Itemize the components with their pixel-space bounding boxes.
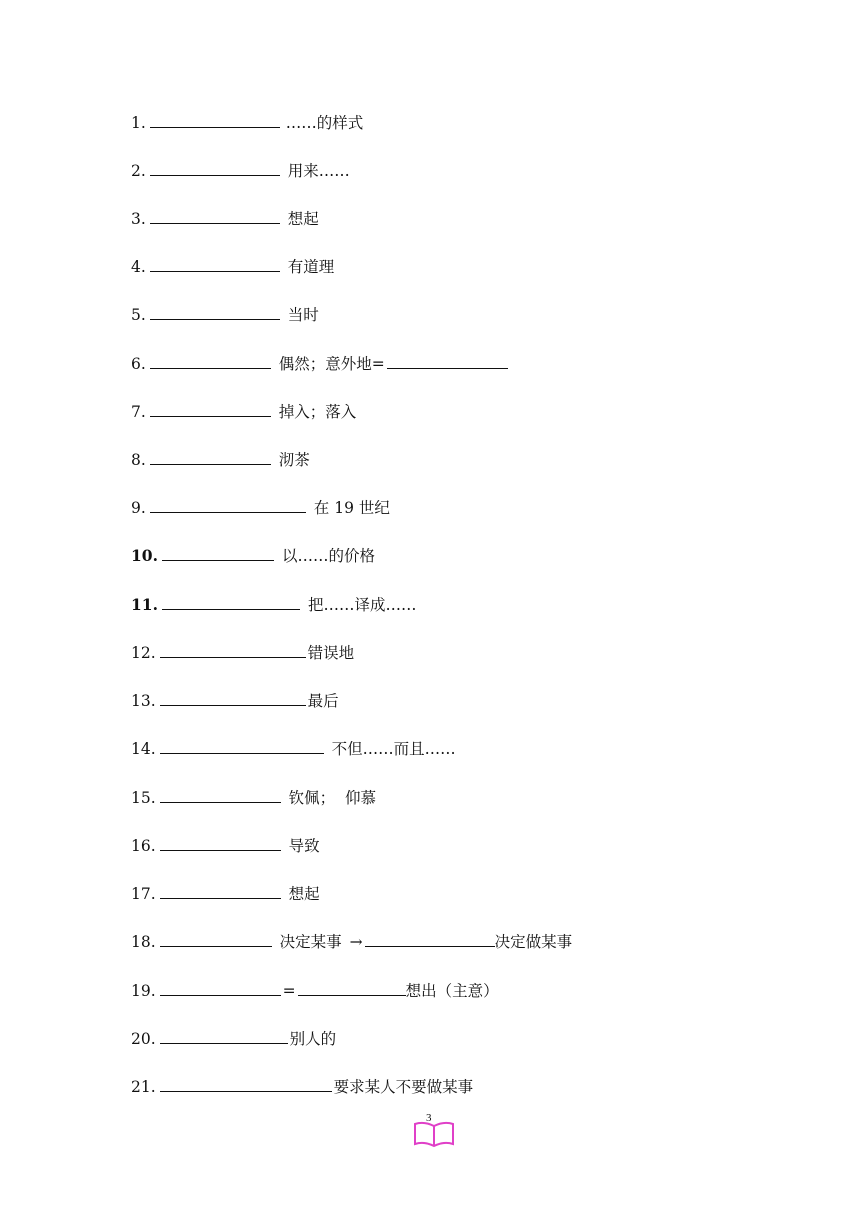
item-text: 最后 [307, 692, 339, 710]
answer-blank[interactable] [160, 786, 281, 803]
item-number: 21. [131, 1078, 156, 1096]
answer-blank[interactable] [150, 207, 280, 224]
answer-blank[interactable] [160, 689, 306, 706]
list-item [131, 496, 390, 518]
item-number: 1. [131, 114, 146, 132]
item-text-2: 决定做某事 [494, 933, 573, 951]
item-text: 当时 [287, 306, 319, 324]
item-number: 2. [131, 162, 146, 180]
item-number: 12. [131, 644, 156, 662]
item-text: 沏茶 [278, 451, 310, 469]
item-text: 以……的价格 [281, 547, 375, 565]
item-number: 7. [131, 403, 146, 421]
list-item [131, 255, 334, 277]
item-number: 16. [131, 837, 156, 855]
item-number: 18. [131, 933, 156, 951]
item-text: 错误地 [307, 644, 355, 662]
item-number: 17. [131, 885, 156, 903]
answer-blank[interactable] [160, 641, 306, 658]
answer-blank-2[interactable] [365, 930, 495, 947]
answer-blank[interactable] [150, 303, 280, 320]
item-text: 别人的 [289, 1030, 337, 1048]
list-item [131, 448, 310, 470]
item-text: 决定某事 [279, 933, 342, 951]
answer-blank[interactable] [150, 448, 271, 465]
item-text: 偶然；意外地= [278, 355, 385, 373]
answer-blank[interactable] [150, 352, 271, 369]
item-text: 钦佩； 仰慕 [288, 789, 377, 807]
answer-blank[interactable] [160, 1075, 332, 1092]
list-item [131, 786, 376, 808]
item-number: 14. [131, 740, 156, 758]
item-number: 5. [131, 306, 146, 324]
item-number: 8. [131, 451, 146, 469]
answer-blank[interactable] [150, 159, 280, 176]
list-item [131, 593, 416, 615]
answer-blank[interactable] [160, 834, 281, 851]
item-text: 不但……而且…… [331, 740, 456, 758]
list-item [131, 979, 499, 1001]
list-item [131, 207, 319, 229]
item-text: 想起 [288, 885, 320, 903]
item-text: 用来…… [287, 162, 350, 180]
list-item [131, 882, 320, 904]
list-item [131, 159, 350, 181]
item-text: 想出（主意） [405, 982, 499, 1000]
list-item [131, 689, 339, 711]
answer-blank[interactable] [162, 593, 300, 610]
answer-blank[interactable] [160, 1027, 288, 1044]
list-item [131, 544, 375, 566]
item-text: 想起 [287, 210, 319, 228]
answer-blank-2[interactable] [387, 352, 508, 369]
item-number: 3. [131, 210, 146, 228]
list-item [131, 352, 508, 374]
answer-blank[interactable] [150, 400, 271, 417]
equals-sign: = [282, 982, 296, 1000]
list-item [131, 834, 320, 856]
item-number: 20. [131, 1030, 156, 1048]
item-text: 导致 [288, 837, 320, 855]
item-number: 19. [131, 982, 156, 1000]
list-item [131, 111, 363, 133]
list-item [131, 930, 572, 952]
answer-blank[interactable] [160, 882, 281, 899]
list-item [131, 400, 356, 422]
item-text: 要求某人不要做某事 [333, 1078, 474, 1096]
answer-blank[interactable] [150, 255, 280, 272]
item-text: 把……译成…… [307, 596, 417, 614]
item-text: 有道理 [287, 258, 335, 276]
item-number: 10. [131, 546, 158, 565]
item-text: ……的样式 [285, 114, 364, 132]
item-number: 4. [131, 258, 146, 276]
answer-blank[interactable] [160, 737, 324, 754]
answer-blank[interactable] [150, 496, 306, 513]
item-text: 掉入；落入 [278, 403, 357, 421]
answer-blank[interactable] [160, 979, 281, 996]
arrow-icon: → [349, 933, 363, 951]
item-number: 15. [131, 789, 156, 807]
list-item [131, 1027, 336, 1049]
list-item [131, 737, 456, 759]
item-number: 9. [131, 499, 146, 517]
answer-blank[interactable] [160, 930, 272, 947]
answer-blank-2[interactable] [298, 979, 406, 996]
item-number: 11. [131, 595, 158, 614]
page-number: 3 [426, 1112, 432, 1124]
answer-blank[interactable] [150, 111, 280, 128]
list-item [131, 303, 319, 325]
answer-blank[interactable] [162, 544, 274, 561]
item-number: 6. [131, 355, 146, 373]
item-text: 在 19 世纪 [313, 499, 390, 517]
item-number: 13. [131, 692, 156, 710]
open-book-icon [412, 1118, 456, 1150]
list-item [131, 641, 354, 663]
list-item [131, 1075, 473, 1097]
